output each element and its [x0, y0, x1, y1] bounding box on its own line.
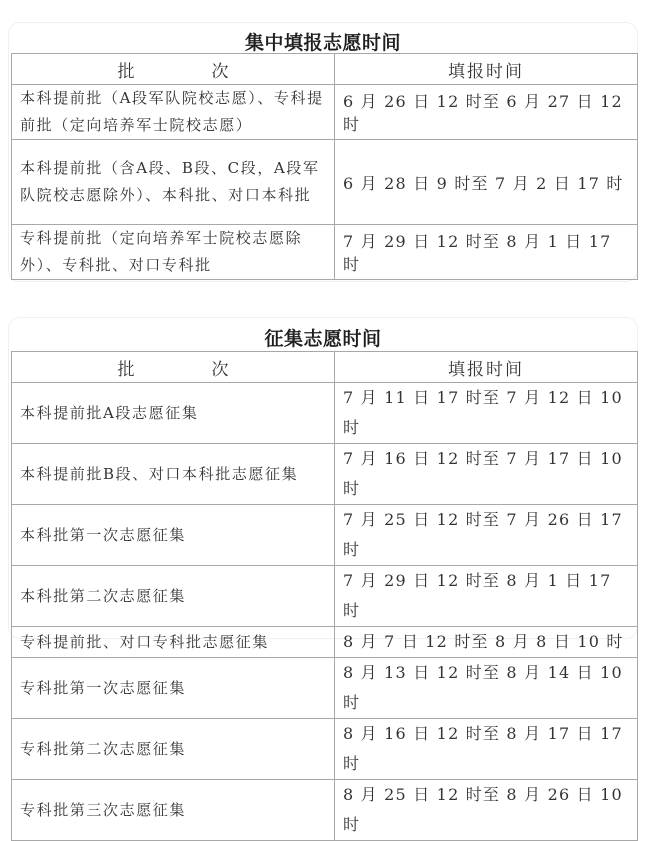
table-row: [12, 505, 638, 566]
table-row: [12, 140, 638, 225]
time-cell: 7 月 25 日 12 时至 7 月 26 日 17 时: [335, 505, 638, 566]
header-batch: 批 次: [12, 54, 335, 85]
header-time: 填报时间: [335, 352, 638, 383]
batch-cell: 本科批第二次志愿征集: [12, 566, 335, 627]
table-row: [12, 566, 638, 627]
header-batch: 批 次: [12, 352, 335, 383]
centralized-schedule-card: [8, 22, 638, 282]
table-row: [12, 444, 638, 505]
solicitation-schedule-table: [11, 351, 638, 841]
table-row: [12, 85, 638, 140]
time-cell: 7 月 16 日 12 时至 7 月 17 日 10 时: [335, 444, 638, 505]
time-cell: 6 月 28 日 9 时至 7 月 2 日 17 时: [335, 140, 638, 225]
table-row: [12, 383, 638, 444]
table-header-row: [12, 54, 638, 85]
time-cell: 6 月 26 日 12 时至 6 月 27 日 12 时: [335, 85, 638, 140]
time-cell: 8 月 25 日 12 时至 8 月 26 日 10 时: [335, 780, 638, 841]
time-cell: 8 月 16 日 12 时至 8 月 17 日 17 时: [335, 719, 638, 780]
batch-cell: 专科批第三次志愿征集: [12, 780, 335, 841]
table-row: [12, 719, 638, 780]
table-header-row: [12, 352, 638, 383]
batch-cell: 专科批第二次志愿征集: [12, 719, 335, 780]
time-cell: 7 月 29 日 12 时至 8 月 1 日 17 时: [335, 566, 638, 627]
batch-cell: 本科提前批（A段军队院校志愿）、专科提前批（定向培养军士院校志愿）: [12, 85, 335, 140]
batch-cell: 专科提前批（定向培养军士院校志愿除外）、专科批、对口专科批: [12, 225, 335, 280]
centralized-schedule-table: [11, 53, 638, 280]
header-time: 填报时间: [335, 54, 638, 85]
time-cell: 8 月 7 日 12 时至 8 月 8 日 10 时: [335, 627, 638, 658]
time-cell: 8 月 13 日 12 时至 8 月 14 日 10 时: [335, 658, 638, 719]
batch-cell: 专科批第一次志愿征集: [12, 658, 335, 719]
batch-cell: 本科提前批（含A段、B段、C段，A段军队院校志愿除外）、本科批、对口本科批: [12, 140, 335, 225]
solicitation-schedule-title: 征集志愿时间: [264, 328, 382, 350]
table-row: [12, 658, 638, 719]
time-cell: 7 月 11 日 17 时至 7 月 12 日 10 时: [335, 383, 638, 444]
batch-cell: 本科提前批B段、对口本科批志愿征集: [12, 444, 335, 505]
batch-cell: 专科提前批、对口专科批志愿征集: [12, 627, 335, 658]
table-row: [12, 225, 638, 280]
table-row: [12, 780, 638, 841]
batch-cell: 本科提前批A段志愿征集: [12, 383, 335, 444]
batch-cell: 本科批第一次志愿征集: [12, 505, 335, 566]
time-cell: 7 月 29 日 12 时至 8 月 1 日 17 时: [335, 225, 638, 280]
centralized-schedule-title: 集中填报志愿时间: [244, 32, 401, 54]
solicitation-schedule-card: [8, 317, 638, 834]
